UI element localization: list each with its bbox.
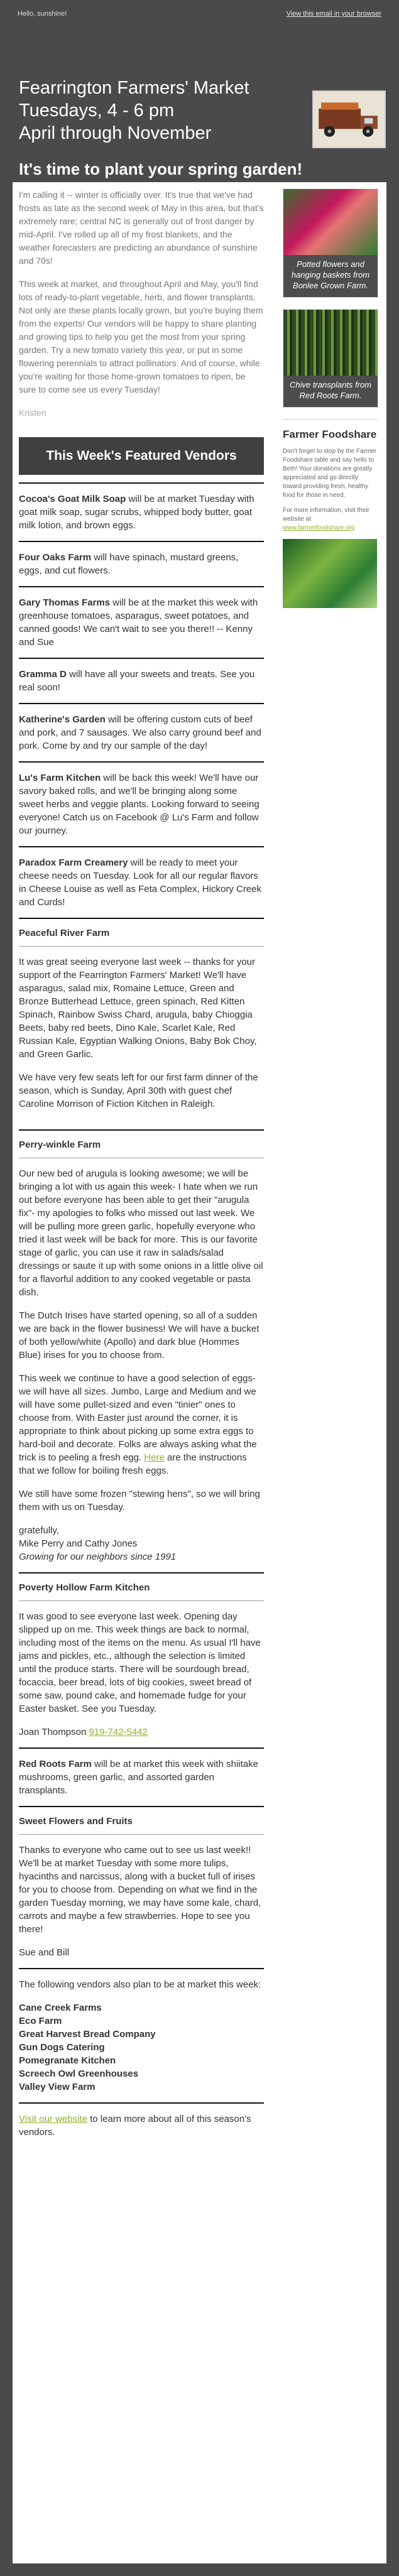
vendor-poverty-hollow xyxy=(19,1572,264,1747)
also-item: Eco Farm xyxy=(19,2016,62,2026)
caption-chive: Chive transplants from Red Roots Farm. xyxy=(289,380,372,400)
greeting: Hello, sunshine! xyxy=(18,10,67,18)
perry-p3: This week we continue to have a good selection of eggs- we will have all sizes. Jumbo, Large and Medium and we will have some pullet-sized and even "tinier" ones to choose from. With Easter just around the corner, it is appropriate to think about picking up some extra eggs to hard-boil and decorate. Folks are always asking what the trick is to peeling a fresh egg. Here are the instructions that we follow for boiling fresh eggs. xyxy=(19,1373,257,1476)
peaceful-p1: It was great seeing everyone last week -- thanks for your support of the Fearrington Farmers' Market! We'll have asparagus, salad mix, Romaine Lettuce, Green and Bronze Butterhead Lettuce, green spinach, Red Kitten Spinach, Rainbow Swiss Chard, arugula, baby Chioggia Beets, baby red beets, Dino Kale, Scarlet Kale, Red Russian Kale, Egyptian Walking Onions, Baby Bok Choy, and Green Garlic. xyxy=(19,957,257,1060)
also-intro: The following vendors also plan to be at market this week: xyxy=(19,1979,261,1990)
intro-paragraph-1: I'm calling it -- winter is officially over. It's true that we've had frosts as late as the second week of May in this area, but that's extremely rare; central NC is generally out of frost danger by mid-April. I've rolled up all of my frost blankets, and the weather forecasters are predicting an abundance of sunshine and 70s! xyxy=(19,190,264,266)
foodshare-link[interactable]: www.farmerfoodshare.org xyxy=(283,524,355,531)
perry-p4: We still have some frozen "stewing hens", so we will bring them with us on Tuesday. xyxy=(19,1489,260,1513)
sidebar xyxy=(283,188,377,608)
vendor-lus-farm: Lu's Farm Kitchen will be back this week! We'll have our savory baked rolls, and we'll be bringing along some sweet herbs and veggie plants. Looking forward to seeing everyone! Catch us on Facebook @ Lu's Farm and follow our journey. xyxy=(19,761,264,846)
vendor-cocoas: Cocoa's Goat Milk Soap will be at market Tuesday with goat milk soap, sugar scrubs, whipped body butter, goat milk lotion, and brown eggs. xyxy=(19,482,264,541)
market-title: Fearrington Farmers' Market xyxy=(19,78,249,98)
truck-icon xyxy=(314,92,385,147)
market-days: Tuesdays, 4 - 6 pm xyxy=(19,101,175,121)
chive-image xyxy=(283,310,378,376)
peaceful-p2: We have very few seats left for our first farm dinner of the season, which is Sunday, April 30th with guest chef Caroline Morrison of Fiction Kitchen in Raleigh. xyxy=(19,1072,258,1109)
website-link[interactable]: Visit our website xyxy=(19,2114,87,2124)
phone-link[interactable]: 919-742-5442 xyxy=(89,1727,148,1737)
foodshare-text: Don't forget to stop by the Farmer Foodshare table and say hello to Beth! Your donations are greatly appreciated and go directly toward providing fresh, healthy food for those in need. xyxy=(283,448,377,499)
also-item: Cane Creek Farms xyxy=(19,2003,102,2013)
poverty-title: Poverty Hollow Farm Kitchen xyxy=(19,1582,150,1593)
foodshare-title: Farmer Foodshare xyxy=(283,428,377,440)
vendor-gary-thomas: Gary Thomas Farms will be at the market this week with greenhouse tomatoes, asparagus, sweet potatoes, and canned goods! We can't wait to see you there!! -- Kenny and Sue xyxy=(19,586,264,658)
market-heading xyxy=(19,78,249,146)
photo-chive xyxy=(283,309,378,408)
view-in-browser-link[interactable]: View this email in your browser xyxy=(286,10,381,18)
perry-sign: gratefully, Mike Perry and Cathy Jones Growing for our neighbors since 1991 xyxy=(19,1525,177,1562)
vendor-red-roots: Red Roots Farm will be at market this week with shiitake mushrooms, green garlic, and assorted garden transplants. xyxy=(19,1747,264,1806)
also-item: Valley View Farm xyxy=(19,2082,96,2092)
vendor-gramma-d: Gramma D will have all your sweets and treats. See you real soon! xyxy=(19,658,264,703)
market-season: April through November xyxy=(19,123,212,143)
egg-instructions-link[interactable]: Here xyxy=(144,1452,165,1463)
also-item: Great Harvest Bread Company xyxy=(19,2029,156,2040)
main-column xyxy=(19,188,264,2148)
poverty-contact: Joan Thompson 919-742-5442 xyxy=(19,1727,148,1737)
intro-paragraph-2: This week at market, and throughout April and May, you'll find lots of ready-to-plant vegetable, herb, and flower transplants. Not only are these plants locally grown, but you're buying them from the experts! Our vendors will be happy to share planting and growing tips to help you get the most from your spring garden. Try a new tomato variety this year, or put in some flowering perennials to attract pollinators. And of course, while you're waiting for those home-grown tomatoes to ripen, be sure to come see us every Tuesday! xyxy=(19,279,263,394)
also-item: Gun Dogs Catering xyxy=(19,2042,105,2053)
footer-note: Visit our website to learn more about all of this season's vendors. xyxy=(19,2102,264,2148)
perry-p1: Our new bed of arugula is looking awesome; we will be bringing a lot with us again this week- I hate when we run out before everyone has been able to get their "arugula fix"- my apologies to folks who missed out last week. We will be pulling more green garlic, hopefully everyone who tried it last week will be back for more. This is our favorite stage of garlic, you can use it raw in salads/salad dressings or saute it up with some onions in a little olive oil for a flavorful addition to any cooked vegetable or pasta dish. xyxy=(19,1168,263,1298)
vendor-paradox: Paradox Farm Creamery will be ready to meet your cheese needs on Tuesday. Look for all our regular flavors in Cheese Louise as well as Feta Complex, Hickory Creek and Curds! xyxy=(19,846,264,918)
vegetables-image xyxy=(283,539,377,608)
sweet-p1: Thanks to everyone who came out to see us last week!! We'll be at market Tuesday with some more tulips, hyacinths and narcissus, along with a bucket full of irises for you to choose from. Depending on what we find in the garden Tuesday morning, we may have some kale, chard, carrots and maybe a few strawberries. Hope to see you there! xyxy=(19,1845,261,1935)
flower-image xyxy=(283,189,378,255)
photo-potted-flowers xyxy=(283,188,378,298)
content-card xyxy=(13,182,386,2563)
also-item: Screech Owl Greenhouses xyxy=(19,2068,139,2079)
signature: Kristen xyxy=(19,408,46,418)
vendor-sweet-flowers xyxy=(19,1806,264,1968)
peaceful-title: Peaceful River Farm xyxy=(19,928,110,938)
sweet-sign: Sue and Bill xyxy=(19,1947,70,1958)
vendor-perry-winkle xyxy=(19,1129,264,1572)
featured-vendors-title: This Week's Featured Vendors xyxy=(19,437,264,475)
poverty-p1: It was good to see everyone last week. Opening day slipped up on me. This week things are back to normal, including most of the items on the menu. As usual I'll have jams and pickles, etc., although the selection is limited until the produce starts. There will be sourdough bread, focaccia, beer bread, lots of big cookies, sweet bread of some saw, pound cake, and homemade fudge for your Easter basket. See you Tuesday. xyxy=(19,1611,261,1714)
also-vendors xyxy=(19,1968,264,2102)
perry-p2: The Dutch Irises have started opening, so all of a sudden we are back in the flower business! We will have a bucket of both yellow/white (Apollo) and dark blue (Hommes Blue) irises for you to choose from. xyxy=(19,1310,260,1361)
vendor-peaceful-river xyxy=(19,918,264,1129)
truck-image xyxy=(312,90,386,148)
vendor-katherines: Katherine's Garden will be offering custom cuts of beef and pork, and 7 sausages. We also carry ground beef and pork. Come by and try our sample of the day! xyxy=(19,703,264,761)
header xyxy=(0,28,399,200)
caption-flowers: Potted flowers and hanging baskets from Bonlee Grown Farm. xyxy=(291,259,370,290)
preheader xyxy=(0,0,399,28)
perry-title: Perry-winkle Farm xyxy=(19,1139,101,1150)
sweet-title: Sweet Flowers and Fruits xyxy=(19,1816,133,1827)
vendor-four-oaks: Four Oaks Farm will have spinach, mustard greens, eggs, and cut flowers. xyxy=(19,541,264,586)
foodshare-more: For more information, visit their website at www.farmerfoodshare.org xyxy=(283,507,369,531)
tagline: It's time to plant your spring garden! xyxy=(19,160,303,178)
also-item: Pomegranate Kitchen xyxy=(19,2055,116,2066)
